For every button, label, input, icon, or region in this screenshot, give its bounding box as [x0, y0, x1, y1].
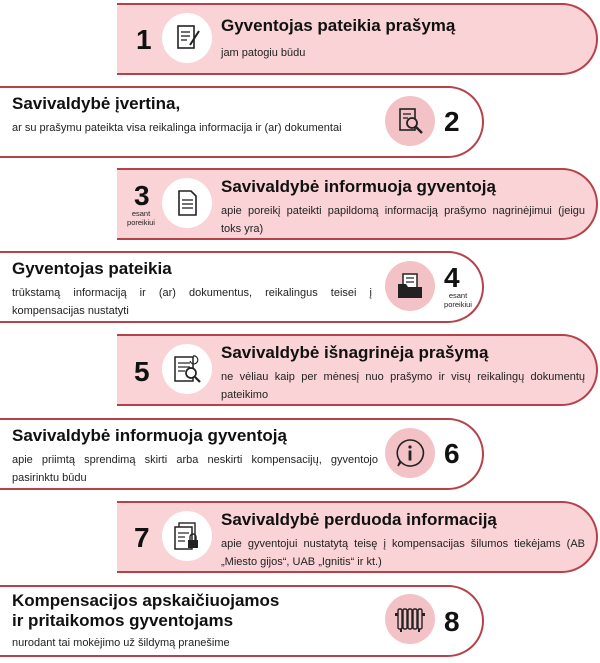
step-5-title: Savivaldybė išnagrinėja prašymą	[221, 343, 489, 362]
step-8-icon-circle	[385, 594, 435, 644]
step-3-title: Savivaldybė informuoja gyventoją	[221, 177, 496, 196]
step-7-number: 7	[134, 522, 150, 553]
step-2-title: Savivaldybė įvertina,	[12, 94, 181, 113]
step-1-title: Gyventojas pateikia prašymą	[221, 16, 456, 35]
step-4-note: esant poreikiui	[444, 291, 472, 309]
step-4-desc: trūkstamą informaciją ir (ar) dokumentus, reikalingus teisei į kompensacijas nustatyti	[12, 287, 372, 317]
document-folder-icon	[394, 270, 426, 302]
step-5-number: 5	[134, 356, 150, 387]
step-4-number: 4	[444, 262, 460, 293]
step-8-title-line2: ir pritaikomos gyventojams	[12, 611, 234, 630]
step-8-desc: nurodant tai mokėjimo už šildymą pranešime	[12, 637, 230, 649]
step-1-icon-circle	[162, 13, 212, 63]
step-4-icon-circle	[385, 261, 435, 311]
step-6-title: Savivaldybė informuoja gyventoją	[12, 426, 287, 445]
document-magnifier-icon	[395, 106, 425, 136]
step-2-number: 2	[444, 106, 460, 137]
step-3-icon-circle	[162, 178, 212, 228]
document-pen-icon	[172, 23, 202, 53]
step-6-number: 6	[444, 438, 460, 469]
step-2-desc: ar su prašymu pateikta visa reikalinga informacija ir (ar) dokumentai	[12, 122, 342, 134]
radiator-icon	[393, 604, 427, 634]
step-2-icon-circle	[385, 96, 435, 146]
step-7-title: Savivaldybė perduoda informaciją	[221, 510, 497, 529]
step-3-number: 3	[134, 180, 150, 211]
step-7-icon-circle	[162, 511, 212, 561]
step-3-desc: apie poreikį pateikti papildomą informaciją prašymo nagrinėjimui (jeigu toks yra)	[221, 205, 585, 235]
document-review-icon	[171, 353, 203, 385]
step-5-icon-circle	[162, 344, 212, 394]
step-8-title-line1: Kompensacijos apskaičiuojamos	[12, 591, 280, 610]
step-6-icon-circle	[385, 428, 435, 478]
step-4-title: Gyventojas pateikia	[12, 259, 172, 278]
step-1-desc: jam patogiu būdu	[221, 47, 306, 59]
info-icon	[393, 436, 427, 470]
step-5-desc: ne vėliau kaip per mėnesį nuo prašymo ir visų reikalingų dokumentų pateikimo	[221, 371, 585, 401]
step-8-number: 8	[444, 606, 460, 637]
document-icon	[172, 188, 202, 218]
step-7-desc: apie gyventojui nustatytą teisę į kompensacijas šilumos tiekėjams (AB „Miesto gijos“, UAB „Ignitis“ ir kt.)	[221, 538, 585, 568]
step-6-desc: apie priimtą sprendimą skirti arba neskirti kompensacijų, gyventojo pasirinktu būdu	[12, 454, 378, 484]
step-1-number: 1	[136, 24, 152, 55]
step-3-note: esant poreikiui	[127, 209, 155, 227]
document-lock-icon	[171, 520, 203, 552]
